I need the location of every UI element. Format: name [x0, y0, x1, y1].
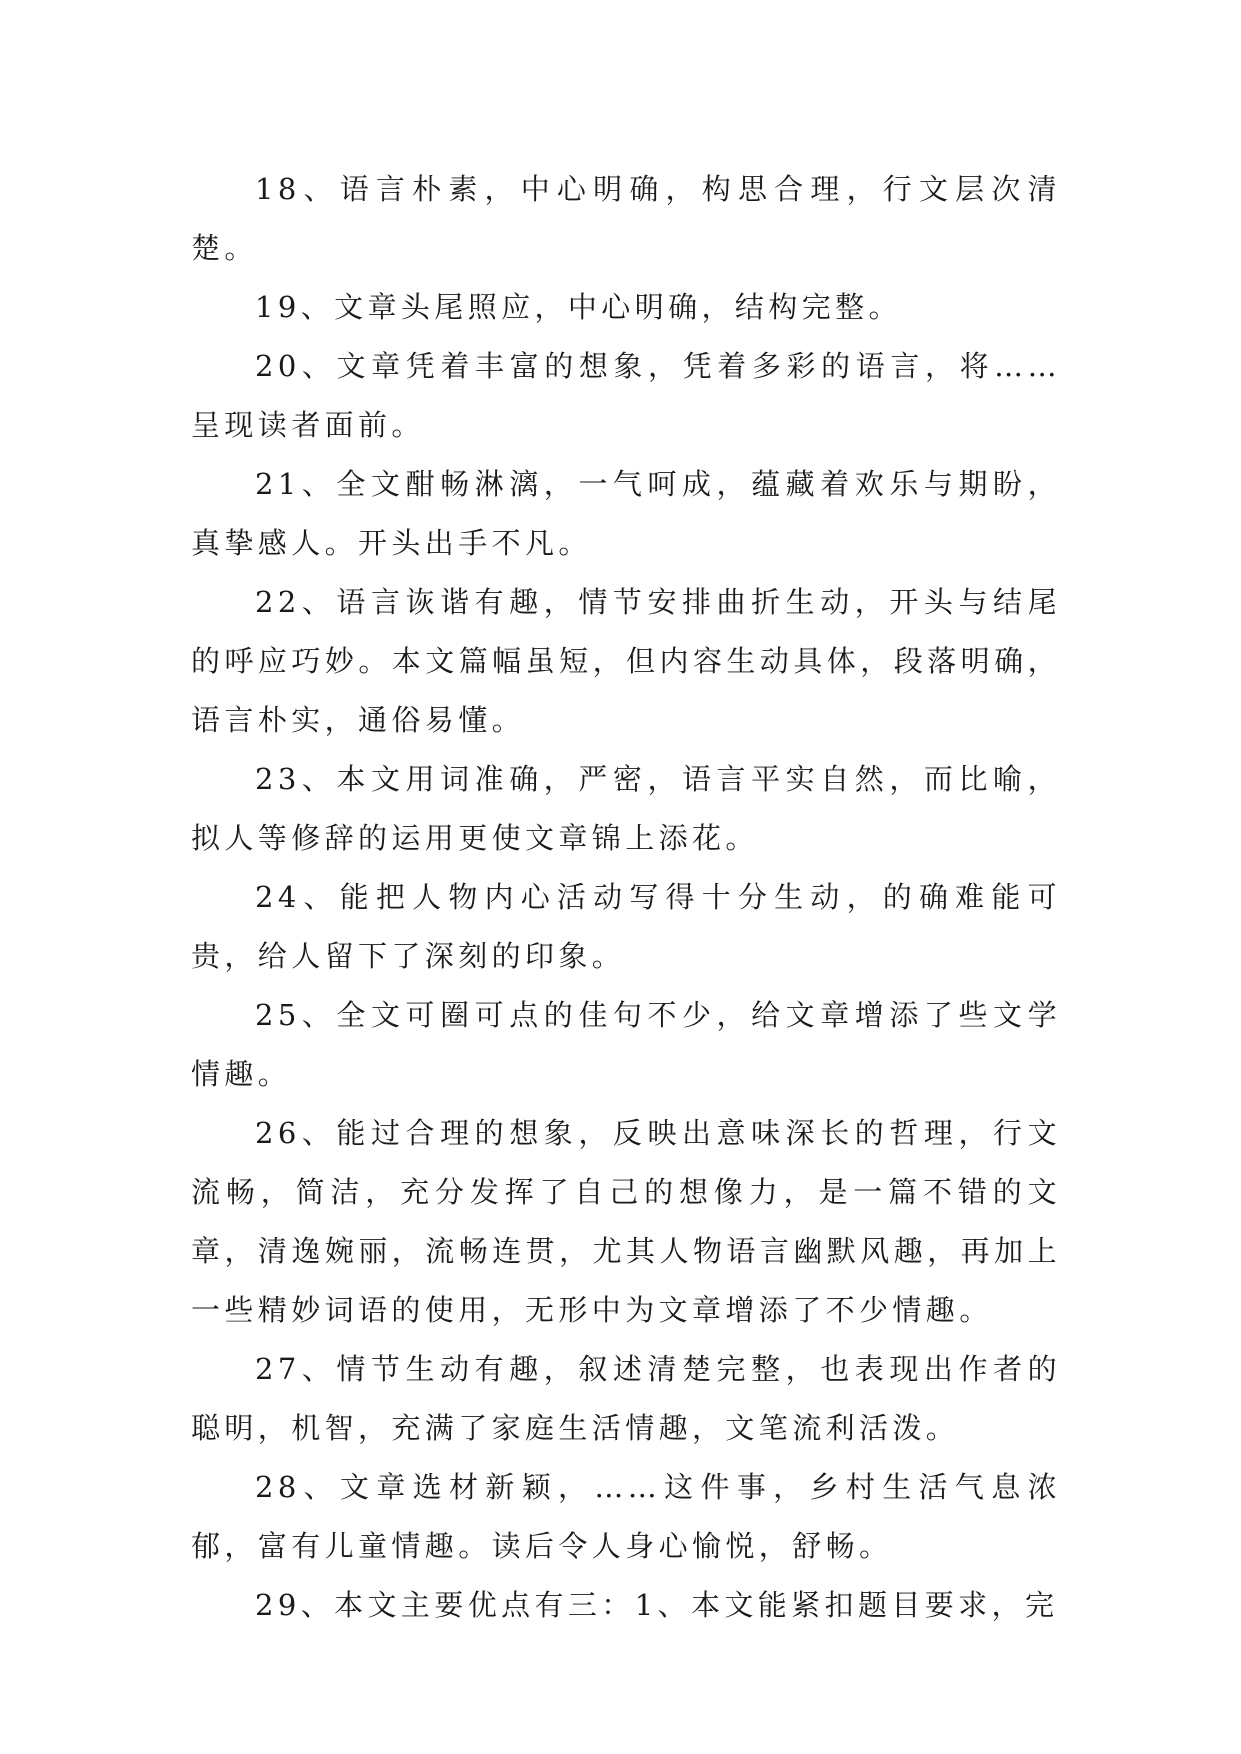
paragraph-26: 26、能过合理的想象，反映出意味深长的哲理，行文流畅，简洁，充分发挥了自己的想像力，是一篇不错的文章，清逸婉丽，流畅连贯，尤其人物语言幽默风趣，再加上一些精妙词语的使用，无形中为文章增添了不少情趣。: [191, 1116, 1061, 1327]
paragraph-25: 25、全文可圈可点的佳句不少，给文章增添了些文学情趣。: [191, 998, 1061, 1091]
paragraph-19: 19、文章头尾照应，中心明确，结构完整。: [255, 290, 902, 324]
document-body: [191, 160, 1061, 1635]
paragraph-24: 24、能把人物内心活动写得十分生动，的确难能可贵，给人留下了深刻的印象。: [191, 880, 1061, 973]
paragraph-21: 21、全文酣畅淋漓，一气呵成，蕴藏着欢乐与期盼，真挚感人。开头出手不凡。: [191, 467, 1061, 560]
paragraph-28: 28、文章选材新颖，……这件事，乡村生活气息浓郁，富有儿童情趣。读后令人身心愉悦，舒畅。: [191, 1470, 1061, 1563]
paragraph-23: 23、本文用词准确，严密，语言平实自然，而比喻，拟人等修辞的运用更使文章锦上添花。: [191, 762, 1061, 855]
paragraph-29: 29、本文主要优点有三：1、本文能紧扣题目要求，完: [255, 1588, 1059, 1622]
paragraph-18: 18、语言朴素，中心明确，构思合理，行文层次清楚。: [191, 172, 1061, 265]
paragraph-20: 20、文章凭着丰富的想象，凭着多彩的语言，将……呈现读者面前。: [191, 349, 1061, 442]
paragraph-27: 27、情节生动有趣，叙述清楚完整，也表现出作者的聪明，机智，充满了家庭生活情趣，文笔流利活泼。: [191, 1352, 1061, 1445]
paragraph-22: 22、语言诙谐有趣，情节安排曲折生动，开头与结尾的呼应巧妙。本文篇幅虽短，但内容生动具体，段落明确，语言朴实，通俗易懂。: [191, 585, 1061, 737]
